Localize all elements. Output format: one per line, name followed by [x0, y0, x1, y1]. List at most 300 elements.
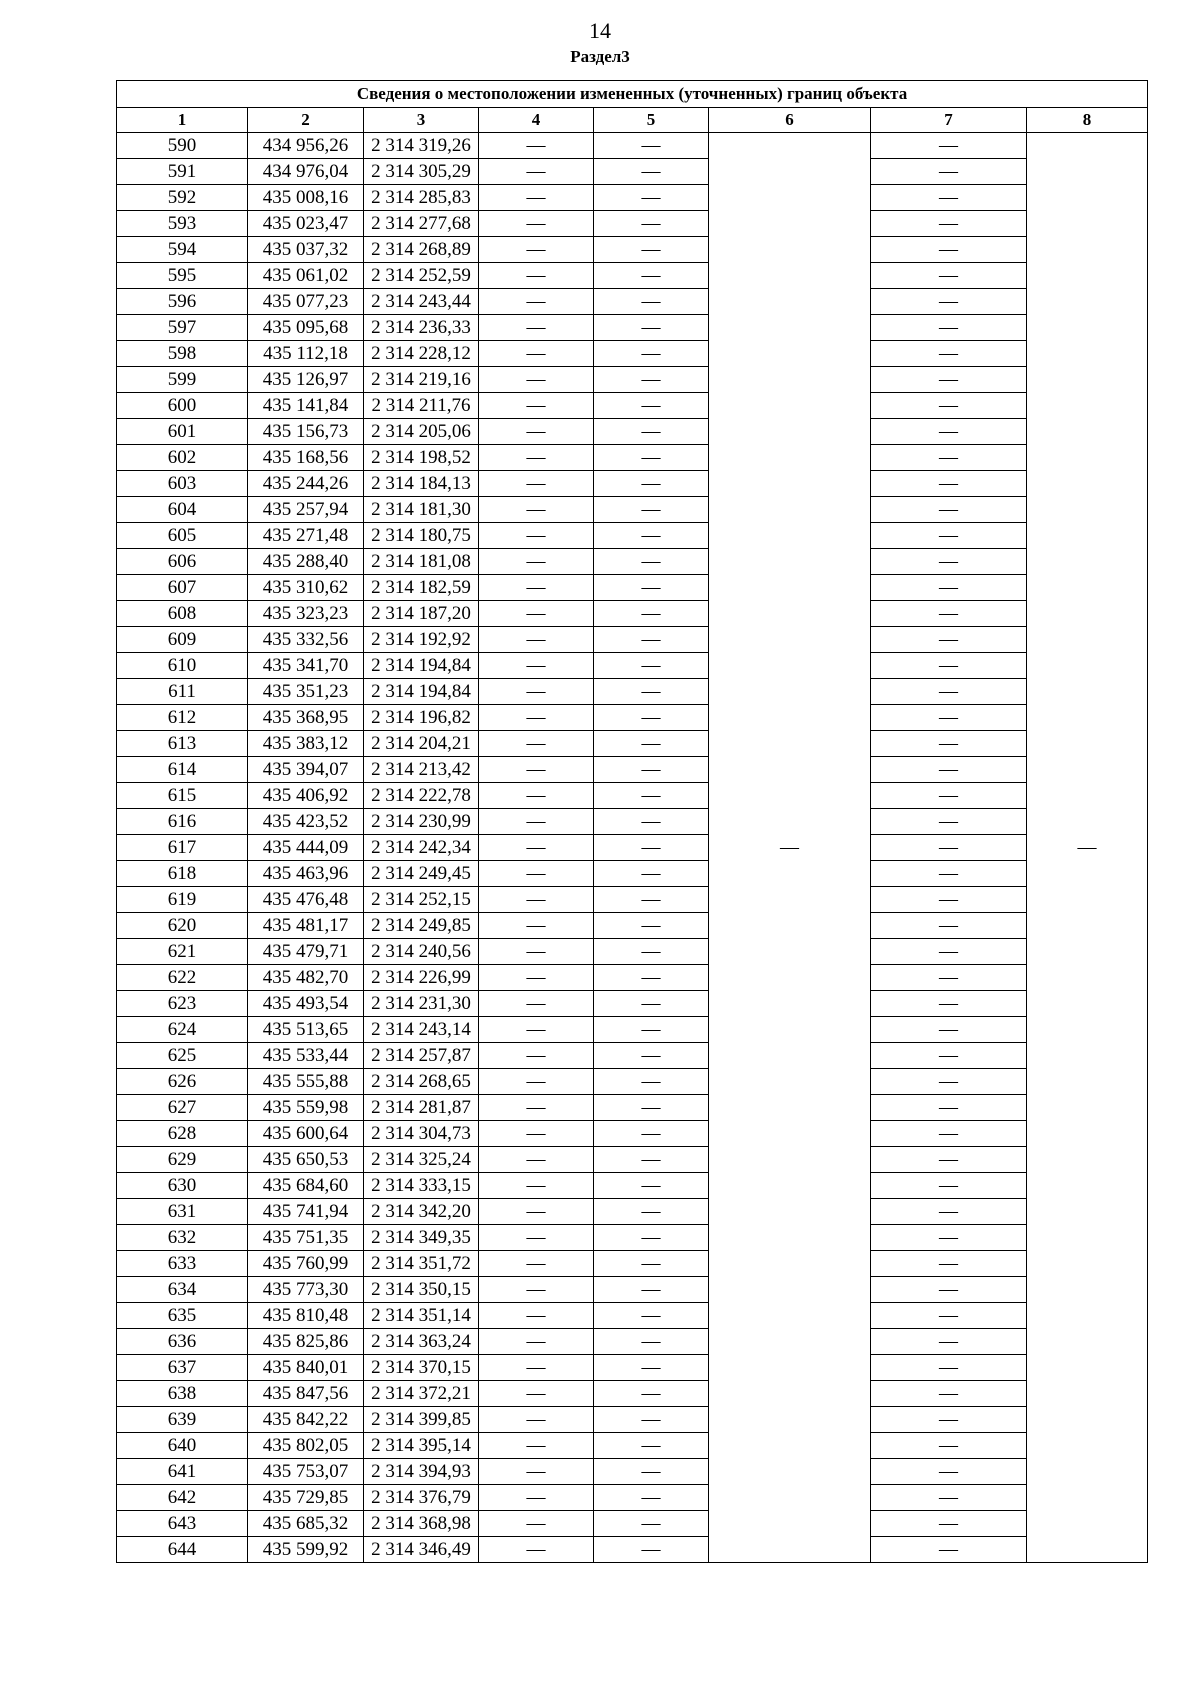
col7-cell: — [871, 861, 1027, 887]
y-coordinate-cell: 2 314 211,76 [364, 393, 479, 419]
point-number-cell: 597 [117, 315, 248, 341]
y-coordinate-cell: 2 314 305,29 [364, 159, 479, 185]
col5-cell: — [594, 1017, 709, 1043]
point-number-cell: 592 [117, 185, 248, 211]
y-coordinate-cell: 2 314 257,87 [364, 1043, 479, 1069]
table-row [117, 1407, 1148, 1433]
x-coordinate-cell: 435 685,32 [248, 1511, 364, 1537]
table-row [117, 1511, 1148, 1537]
col5-cell: — [594, 341, 709, 367]
y-coordinate-cell: 2 314 304,73 [364, 1121, 479, 1147]
col7-cell: — [871, 341, 1027, 367]
y-coordinate-cell: 2 314 268,65 [364, 1069, 479, 1095]
x-coordinate-cell: 435 037,32 [248, 237, 364, 263]
col5-cell: — [594, 731, 709, 757]
col7-cell: — [871, 393, 1027, 419]
col4-cell: — [479, 419, 594, 445]
col4-cell: — [479, 1251, 594, 1277]
col7-cell: — [871, 471, 1027, 497]
table-row [117, 1069, 1148, 1095]
col5-cell: — [594, 1043, 709, 1069]
x-coordinate-cell: 435 288,40 [248, 549, 364, 575]
table-row [117, 965, 1148, 991]
point-number-cell: 607 [117, 575, 248, 601]
col5-cell: — [594, 1381, 709, 1407]
x-coordinate-cell: 435 847,56 [248, 1381, 364, 1407]
col4-cell: — [479, 393, 594, 419]
col4-cell: — [479, 1381, 594, 1407]
col5-cell: — [594, 1199, 709, 1225]
col7-cell: — [871, 1485, 1027, 1511]
y-coordinate-cell: 2 314 333,15 [364, 1173, 479, 1199]
x-coordinate-cell: 435 559,98 [248, 1095, 364, 1121]
col5-cell: — [594, 237, 709, 263]
col7-cell: — [871, 1433, 1027, 1459]
y-coordinate-cell: 2 314 325,24 [364, 1147, 479, 1173]
point-number-cell: 632 [117, 1225, 248, 1251]
col7-cell: — [871, 1069, 1027, 1095]
col4-cell: — [479, 1537, 594, 1563]
x-coordinate-cell: 435 463,96 [248, 861, 364, 887]
x-coordinate-cell: 434 956,26 [248, 133, 364, 159]
col5-cell: — [594, 1173, 709, 1199]
col5-cell: — [594, 939, 709, 965]
col7-cell: — [871, 1303, 1027, 1329]
col7-cell: — [871, 1173, 1027, 1199]
col4-cell: — [479, 1433, 594, 1459]
col4-cell: — [479, 1407, 594, 1433]
point-number-cell: 613 [117, 731, 248, 757]
col5-cell: — [594, 133, 709, 159]
col7-cell: — [871, 1355, 1027, 1381]
boundary-coordinates-table [116, 80, 1148, 1563]
col4-cell: — [479, 887, 594, 913]
col5-cell: — [594, 497, 709, 523]
point-number-cell: 595 [117, 263, 248, 289]
table-row [117, 679, 1148, 705]
col5-cell: — [594, 1069, 709, 1095]
col7-cell: — [871, 913, 1027, 939]
col7-cell: — [871, 419, 1027, 445]
col4-cell: — [479, 159, 594, 185]
col5-cell: — [594, 159, 709, 185]
col7-cell: — [871, 965, 1027, 991]
col7-cell: — [871, 1095, 1027, 1121]
col4-cell: — [479, 1355, 594, 1381]
col5-cell: — [594, 549, 709, 575]
point-number-cell: 598 [117, 341, 248, 367]
table-row [117, 1121, 1148, 1147]
table-row [117, 1433, 1148, 1459]
y-coordinate-cell: 2 314 277,68 [364, 211, 479, 237]
col7-cell: — [871, 159, 1027, 185]
x-coordinate-cell: 435 684,60 [248, 1173, 364, 1199]
table-row [117, 1095, 1148, 1121]
col5-cell: — [594, 419, 709, 445]
point-number-cell: 594 [117, 237, 248, 263]
col5-cell: — [594, 809, 709, 835]
col7-cell: — [871, 1147, 1027, 1173]
x-coordinate-cell: 435 840,01 [248, 1355, 364, 1381]
table-row [117, 575, 1148, 601]
point-number-cell: 644 [117, 1537, 248, 1563]
column-header: 3 [364, 108, 479, 133]
table-row [117, 1329, 1148, 1355]
x-coordinate-cell: 435 257,94 [248, 497, 364, 523]
col7-cell: — [871, 991, 1027, 1017]
col7-cell: — [871, 1251, 1027, 1277]
point-number-cell: 626 [117, 1069, 248, 1095]
col4-cell: — [479, 1043, 594, 1069]
y-coordinate-cell: 2 314 219,16 [364, 367, 479, 393]
x-coordinate-cell: 435 008,16 [248, 185, 364, 211]
col5-cell: — [594, 289, 709, 315]
col4-cell: — [479, 575, 594, 601]
col4-cell: — [479, 1147, 594, 1173]
x-coordinate-cell: 435 394,07 [248, 757, 364, 783]
y-coordinate-cell: 2 314 181,08 [364, 549, 479, 575]
y-coordinate-cell: 2 314 222,78 [364, 783, 479, 809]
col4-cell: — [479, 549, 594, 575]
point-number-cell: 609 [117, 627, 248, 653]
table-row [117, 419, 1148, 445]
col5-cell: — [594, 861, 709, 887]
table-row [117, 783, 1148, 809]
point-number-cell: 639 [117, 1407, 248, 1433]
col4-cell: — [479, 341, 594, 367]
x-coordinate-cell: 435 555,88 [248, 1069, 364, 1095]
y-coordinate-cell: 2 314 194,84 [364, 653, 479, 679]
point-number-cell: 622 [117, 965, 248, 991]
point-number-cell: 593 [117, 211, 248, 237]
table-row [117, 237, 1148, 263]
x-coordinate-cell: 435 323,23 [248, 601, 364, 627]
col7-cell: — [871, 731, 1027, 757]
table-row [117, 1381, 1148, 1407]
y-coordinate-cell: 2 314 268,89 [364, 237, 479, 263]
col7-cell: — [871, 1199, 1027, 1225]
x-coordinate-cell: 435 406,92 [248, 783, 364, 809]
col7-cell: — [871, 809, 1027, 835]
x-coordinate-cell: 435 600,64 [248, 1121, 364, 1147]
table-row [117, 653, 1148, 679]
point-number-cell: 604 [117, 497, 248, 523]
col7-cell: — [871, 289, 1027, 315]
y-coordinate-cell: 2 314 213,42 [364, 757, 479, 783]
x-coordinate-cell: 435 383,12 [248, 731, 364, 757]
col7-cell: — [871, 679, 1027, 705]
col5-cell: — [594, 263, 709, 289]
y-coordinate-cell: 2 314 184,13 [364, 471, 479, 497]
point-number-cell: 605 [117, 523, 248, 549]
table-row [117, 1485, 1148, 1511]
x-coordinate-cell: 435 481,17 [248, 913, 364, 939]
col4-cell: — [479, 705, 594, 731]
y-coordinate-cell: 2 314 231,30 [364, 991, 479, 1017]
col4-cell: — [479, 731, 594, 757]
x-coordinate-cell: 435 751,35 [248, 1225, 364, 1251]
col5-cell: — [594, 835, 709, 861]
y-coordinate-cell: 2 314 363,24 [364, 1329, 479, 1355]
y-coordinate-cell: 2 314 187,20 [364, 601, 479, 627]
x-coordinate-cell: 435 476,48 [248, 887, 364, 913]
col4-cell: — [479, 1485, 594, 1511]
point-number-cell: 640 [117, 1433, 248, 1459]
col7-cell: — [871, 1329, 1027, 1355]
table-row [117, 861, 1148, 887]
point-number-cell: 629 [117, 1147, 248, 1173]
point-number-cell: 627 [117, 1095, 248, 1121]
col5-cell: — [594, 783, 709, 809]
col4-cell: — [479, 237, 594, 263]
x-coordinate-cell: 435 126,97 [248, 367, 364, 393]
col5-cell: — [594, 679, 709, 705]
table-row [117, 1355, 1148, 1381]
x-coordinate-cell: 435 077,23 [248, 289, 364, 315]
x-coordinate-cell: 435 244,26 [248, 471, 364, 497]
y-coordinate-cell: 2 314 342,20 [364, 1199, 479, 1225]
x-coordinate-cell: 435 773,30 [248, 1277, 364, 1303]
col5-cell: — [594, 1511, 709, 1537]
col5-cell: — [594, 653, 709, 679]
table-row [117, 1017, 1148, 1043]
col4-cell: — [479, 1277, 594, 1303]
y-coordinate-cell: 2 314 394,93 [364, 1459, 479, 1485]
x-coordinate-cell: 435 112,18 [248, 341, 364, 367]
y-coordinate-cell: 2 314 182,59 [364, 575, 479, 601]
table-row [117, 809, 1148, 835]
col5-cell: — [594, 601, 709, 627]
col7-cell: — [871, 523, 1027, 549]
table-row [117, 549, 1148, 575]
table-row [117, 1277, 1148, 1303]
y-coordinate-cell: 2 314 226,99 [364, 965, 479, 991]
column-header-row [117, 108, 1148, 133]
y-coordinate-cell: 2 314 351,14 [364, 1303, 479, 1329]
y-coordinate-cell: 2 314 281,87 [364, 1095, 479, 1121]
col7-cell: — [871, 1277, 1027, 1303]
column-header: 2 [248, 108, 364, 133]
point-number-cell: 606 [117, 549, 248, 575]
point-number-cell: 628 [117, 1121, 248, 1147]
col4-cell: — [479, 1225, 594, 1251]
col7-cell: — [871, 653, 1027, 679]
y-coordinate-cell: 2 314 376,79 [364, 1485, 479, 1511]
column-header: 8 [1027, 108, 1148, 133]
x-coordinate-cell: 435 023,47 [248, 211, 364, 237]
table-row [117, 497, 1148, 523]
x-coordinate-cell: 435 760,99 [248, 1251, 364, 1277]
col5-cell: — [594, 965, 709, 991]
x-coordinate-cell: 435 332,56 [248, 627, 364, 653]
col5-cell: — [594, 627, 709, 653]
point-number-cell: 633 [117, 1251, 248, 1277]
y-coordinate-cell: 2 314 180,75 [364, 523, 479, 549]
y-coordinate-cell: 2 314 242,34 [364, 835, 479, 861]
table-row [117, 1147, 1148, 1173]
col5-cell: — [594, 1537, 709, 1563]
point-number-cell: 642 [117, 1485, 248, 1511]
y-coordinate-cell: 2 314 372,21 [364, 1381, 479, 1407]
y-coordinate-cell: 2 314 181,30 [364, 497, 479, 523]
x-coordinate-cell: 435 599,92 [248, 1537, 364, 1563]
col4-cell: — [479, 1511, 594, 1537]
page-number: 14 [589, 18, 611, 43]
y-coordinate-cell: 2 314 350,15 [364, 1277, 479, 1303]
y-coordinate-cell: 2 314 399,85 [364, 1407, 479, 1433]
y-coordinate-cell: 2 314 192,92 [364, 627, 479, 653]
col5-cell: — [594, 315, 709, 341]
col4-cell: — [479, 809, 594, 835]
x-coordinate-cell: 435 351,23 [248, 679, 364, 705]
x-coordinate-cell: 434 976,04 [248, 159, 364, 185]
table-row [117, 289, 1148, 315]
table-row [117, 471, 1148, 497]
table-row [117, 1251, 1148, 1277]
col4-cell: — [479, 835, 594, 861]
col5-cell: — [594, 1459, 709, 1485]
col7-cell: — [871, 1043, 1027, 1069]
x-coordinate-cell: 435 444,09 [248, 835, 364, 861]
table-row [117, 757, 1148, 783]
col7-cell: — [871, 1459, 1027, 1485]
y-coordinate-cell: 2 314 252,15 [364, 887, 479, 913]
col4-cell: — [479, 211, 594, 237]
point-number-cell: 599 [117, 367, 248, 393]
col8-merged-cell: — [1027, 133, 1148, 1563]
col7-cell: — [871, 575, 1027, 601]
x-coordinate-cell: 435 423,52 [248, 809, 364, 835]
col4-cell: — [479, 133, 594, 159]
x-coordinate-cell: 435 753,07 [248, 1459, 364, 1485]
col7-cell: — [871, 1381, 1027, 1407]
col4-cell: — [479, 679, 594, 705]
col7-cell: — [871, 549, 1027, 575]
point-number-cell: 638 [117, 1381, 248, 1407]
point-number-cell: 616 [117, 809, 248, 835]
col7-cell: — [871, 835, 1027, 861]
table-row [117, 367, 1148, 393]
col4-cell: — [479, 497, 594, 523]
point-number-cell: 635 [117, 1303, 248, 1329]
col4-cell: — [479, 523, 594, 549]
col4-cell: — [479, 861, 594, 887]
table-caption: Сведения о местоположении измененных (уточненных) границ объекта [117, 81, 1148, 108]
col7-cell: — [871, 315, 1027, 341]
col7-cell: — [871, 601, 1027, 627]
col5-cell: — [594, 1303, 709, 1329]
table-row [117, 185, 1148, 211]
col5-cell: — [594, 575, 709, 601]
col4-cell: — [479, 965, 594, 991]
col7-cell: — [871, 783, 1027, 809]
x-coordinate-cell: 435 341,70 [248, 653, 364, 679]
x-coordinate-cell: 435 156,73 [248, 419, 364, 445]
col5-cell: — [594, 705, 709, 731]
section-title: Раздел3 [570, 47, 630, 66]
table-row [117, 393, 1148, 419]
x-coordinate-cell: 435 513,65 [248, 1017, 364, 1043]
col4-cell: — [479, 1121, 594, 1147]
x-coordinate-cell: 435 842,22 [248, 1407, 364, 1433]
table-row [117, 523, 1148, 549]
point-number-cell: 612 [117, 705, 248, 731]
y-coordinate-cell: 2 314 236,33 [364, 315, 479, 341]
col6-merged-cell: — [709, 133, 871, 1563]
col5-cell: — [594, 211, 709, 237]
point-number-cell: 641 [117, 1459, 248, 1485]
col4-cell: — [479, 289, 594, 315]
table-row [117, 315, 1148, 341]
table-row [117, 705, 1148, 731]
table-row [117, 1225, 1148, 1251]
y-coordinate-cell: 2 314 194,84 [364, 679, 479, 705]
table-row [117, 835, 1148, 861]
table-row [117, 1303, 1148, 1329]
col5-cell: — [594, 523, 709, 549]
x-coordinate-cell: 435 493,54 [248, 991, 364, 1017]
x-coordinate-cell: 435 729,85 [248, 1485, 364, 1511]
col7-cell: — [871, 939, 1027, 965]
point-number-cell: 634 [117, 1277, 248, 1303]
table-row [117, 1459, 1148, 1485]
table-row [117, 627, 1148, 653]
col5-cell: — [594, 445, 709, 471]
table-row [117, 1199, 1148, 1225]
col7-cell: — [871, 705, 1027, 731]
point-number-cell: 625 [117, 1043, 248, 1069]
col5-cell: — [594, 1251, 709, 1277]
col7-cell: — [871, 1537, 1027, 1563]
col7-cell: — [871, 1121, 1027, 1147]
col4-cell: — [479, 601, 594, 627]
col4-cell: — [479, 367, 594, 393]
x-coordinate-cell: 435 810,48 [248, 1303, 364, 1329]
point-number-cell: 643 [117, 1511, 248, 1537]
point-number-cell: 610 [117, 653, 248, 679]
col5-cell: — [594, 991, 709, 1017]
point-number-cell: 618 [117, 861, 248, 887]
table-row [117, 1537, 1148, 1563]
point-number-cell: 623 [117, 991, 248, 1017]
table-row [117, 887, 1148, 913]
col7-cell: — [871, 757, 1027, 783]
col5-cell: — [594, 1121, 709, 1147]
col4-cell: — [479, 757, 594, 783]
col7-cell: — [871, 1511, 1027, 1537]
col7-cell: — [871, 211, 1027, 237]
point-number-cell: 590 [117, 133, 248, 159]
table-row [117, 601, 1148, 627]
col4-cell: — [479, 315, 594, 341]
col7-cell: — [871, 445, 1027, 471]
y-coordinate-cell: 2 314 351,72 [364, 1251, 479, 1277]
col4-cell: — [479, 1069, 594, 1095]
col5-cell: — [594, 185, 709, 211]
table-row [117, 133, 1148, 159]
col7-cell: — [871, 1407, 1027, 1433]
col5-cell: — [594, 913, 709, 939]
col7-cell: — [871, 133, 1027, 159]
x-coordinate-cell: 435 271,48 [248, 523, 364, 549]
col5-cell: — [594, 367, 709, 393]
table-row [117, 991, 1148, 1017]
y-coordinate-cell: 2 314 319,26 [364, 133, 479, 159]
y-coordinate-cell: 2 314 395,14 [364, 1433, 479, 1459]
col4-cell: — [479, 1017, 594, 1043]
column-header: 7 [871, 108, 1027, 133]
col5-cell: — [594, 1485, 709, 1511]
